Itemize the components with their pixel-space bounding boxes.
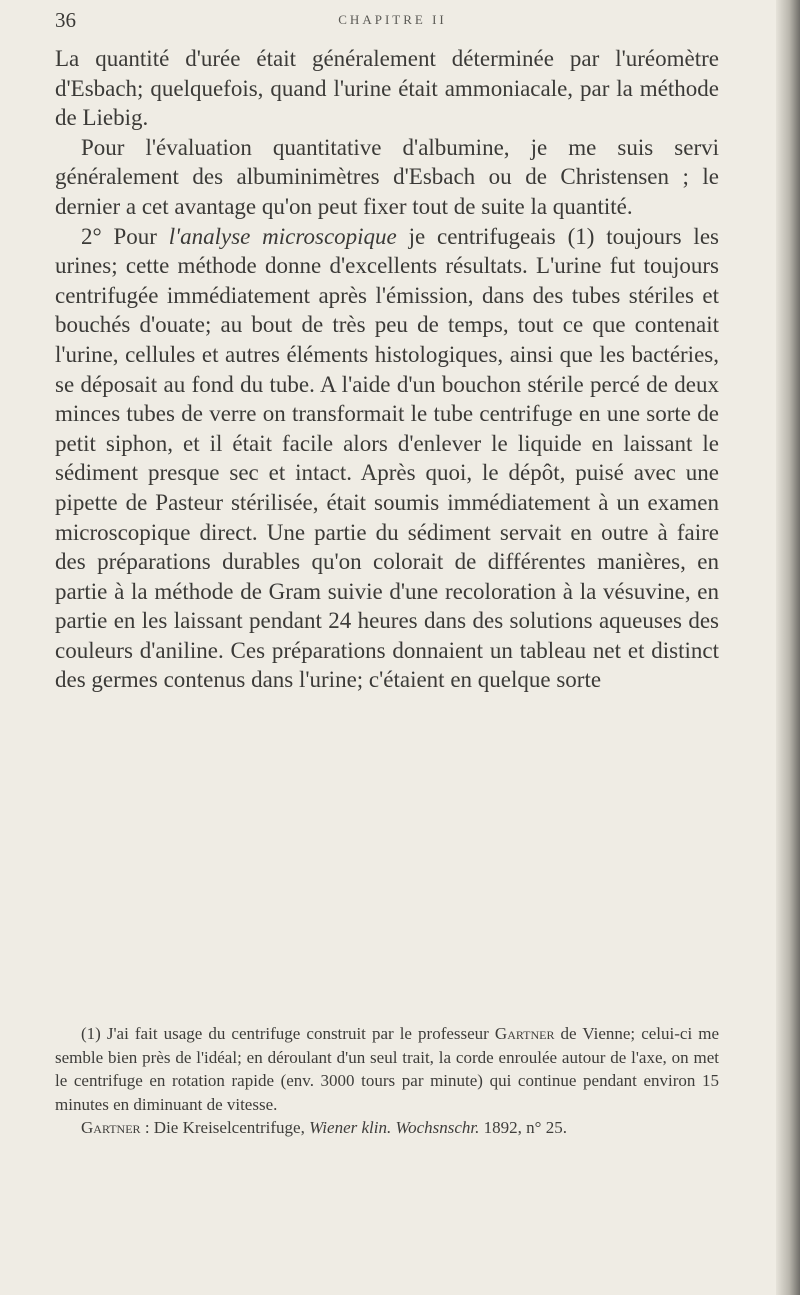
- footnote-journal: Wiener klin. Wochsnschr.: [309, 1118, 480, 1138]
- footnote-text-2: de Vienne; celui-ci me semble bien près de l'idéal; en déroulant d'un seul trait, la corde enroulée autour de l'axe, on met le centrifuge en rotation rapide (env. 3000 tours par minute) qui continue pendant environ 15 minutes en diminuant de vitesse.: [55, 1024, 719, 1114]
- footnote-reference: [55, 1116, 719, 1140]
- footnote-text-1: (1) J'ai fait usage du centrifuge construit par le professeur: [81, 1024, 495, 1043]
- paragraph-microscopic-analysis: [55, 222, 719, 696]
- running-head: CHAPITRE II: [338, 12, 447, 27]
- footnote-centrifuge: [55, 1022, 719, 1116]
- page-header: [55, 8, 730, 32]
- paragraph-albumin: Pour l'évaluation quantitative d'albumine, je me suis servi généralement des albuminimètres d'Esbach ou de Christensen ; le dernier a cet avantage qu'on peut fixer tout de suite la quantité.: [55, 134, 719, 219]
- paragraph-microscopic-body: je centrifugeais (1) toujours les urines; cette méthode donne d'excellents résultats. L'urine fut toujours centrifugée immédiatement après l'émission, dans des tubes stériles et bouchés d'ouate; au bout de très peu de temps, tout ce que contenait l'urine, cellules et autres éléments histologiques, ainsi que les bactéries, se déposait au fond du tube. A l'aide d'un bouchon stérile percé de deux minces tubes de verre on transformait le tube centrifuge en une sorte de petit siphon, et il était facile alors d'enlever le liquide en laissant le sédiment presque sec et intact. Après quoi, le dépôt, puisé avec une pipette de Pasteur stérilisée, était soumis immédiatement à un examen microscopique direct. Une partie du sédiment servait en outre à faire des préparations durables qu'on colorait de différentes manières, en partie à la méthode de Gram suivie d'une recoloration à la vésuvine, en partie en les laissant pendant 24 heures dans des solutions aqueuses des couleurs d'aniline. Ces préparations donnaient un tableau net et distinct des germes contenus dans l'urine; c'étaient en quelque sorte: [55, 223, 719, 693]
- main-text: [55, 44, 719, 695]
- footnote-author-1: Gartner: [494, 1024, 555, 1043]
- footnote-text-4: 1892, n° 25.: [479, 1118, 567, 1138]
- footnote-text-3: : Die Kreiselcentrifuge,: [140, 1118, 310, 1138]
- footnote-author-2: Gartner: [81, 1118, 141, 1138]
- page-edge-shadow: [776, 0, 800, 1295]
- footnote: [55, 1022, 719, 1140]
- paragraph-urea: La quantité d'urée était généralement déterminée par l'uréomètre d'Esbach; quelquefois, quand l'urine était ammoniacale, par la méthode de Liebig.: [55, 46, 719, 131]
- microscopic-analysis-term: l'analyse microscopique: [168, 223, 397, 249]
- page-number: 36: [55, 8, 76, 32]
- paragraph-microscopic-lead: 2° Pour: [81, 223, 169, 249]
